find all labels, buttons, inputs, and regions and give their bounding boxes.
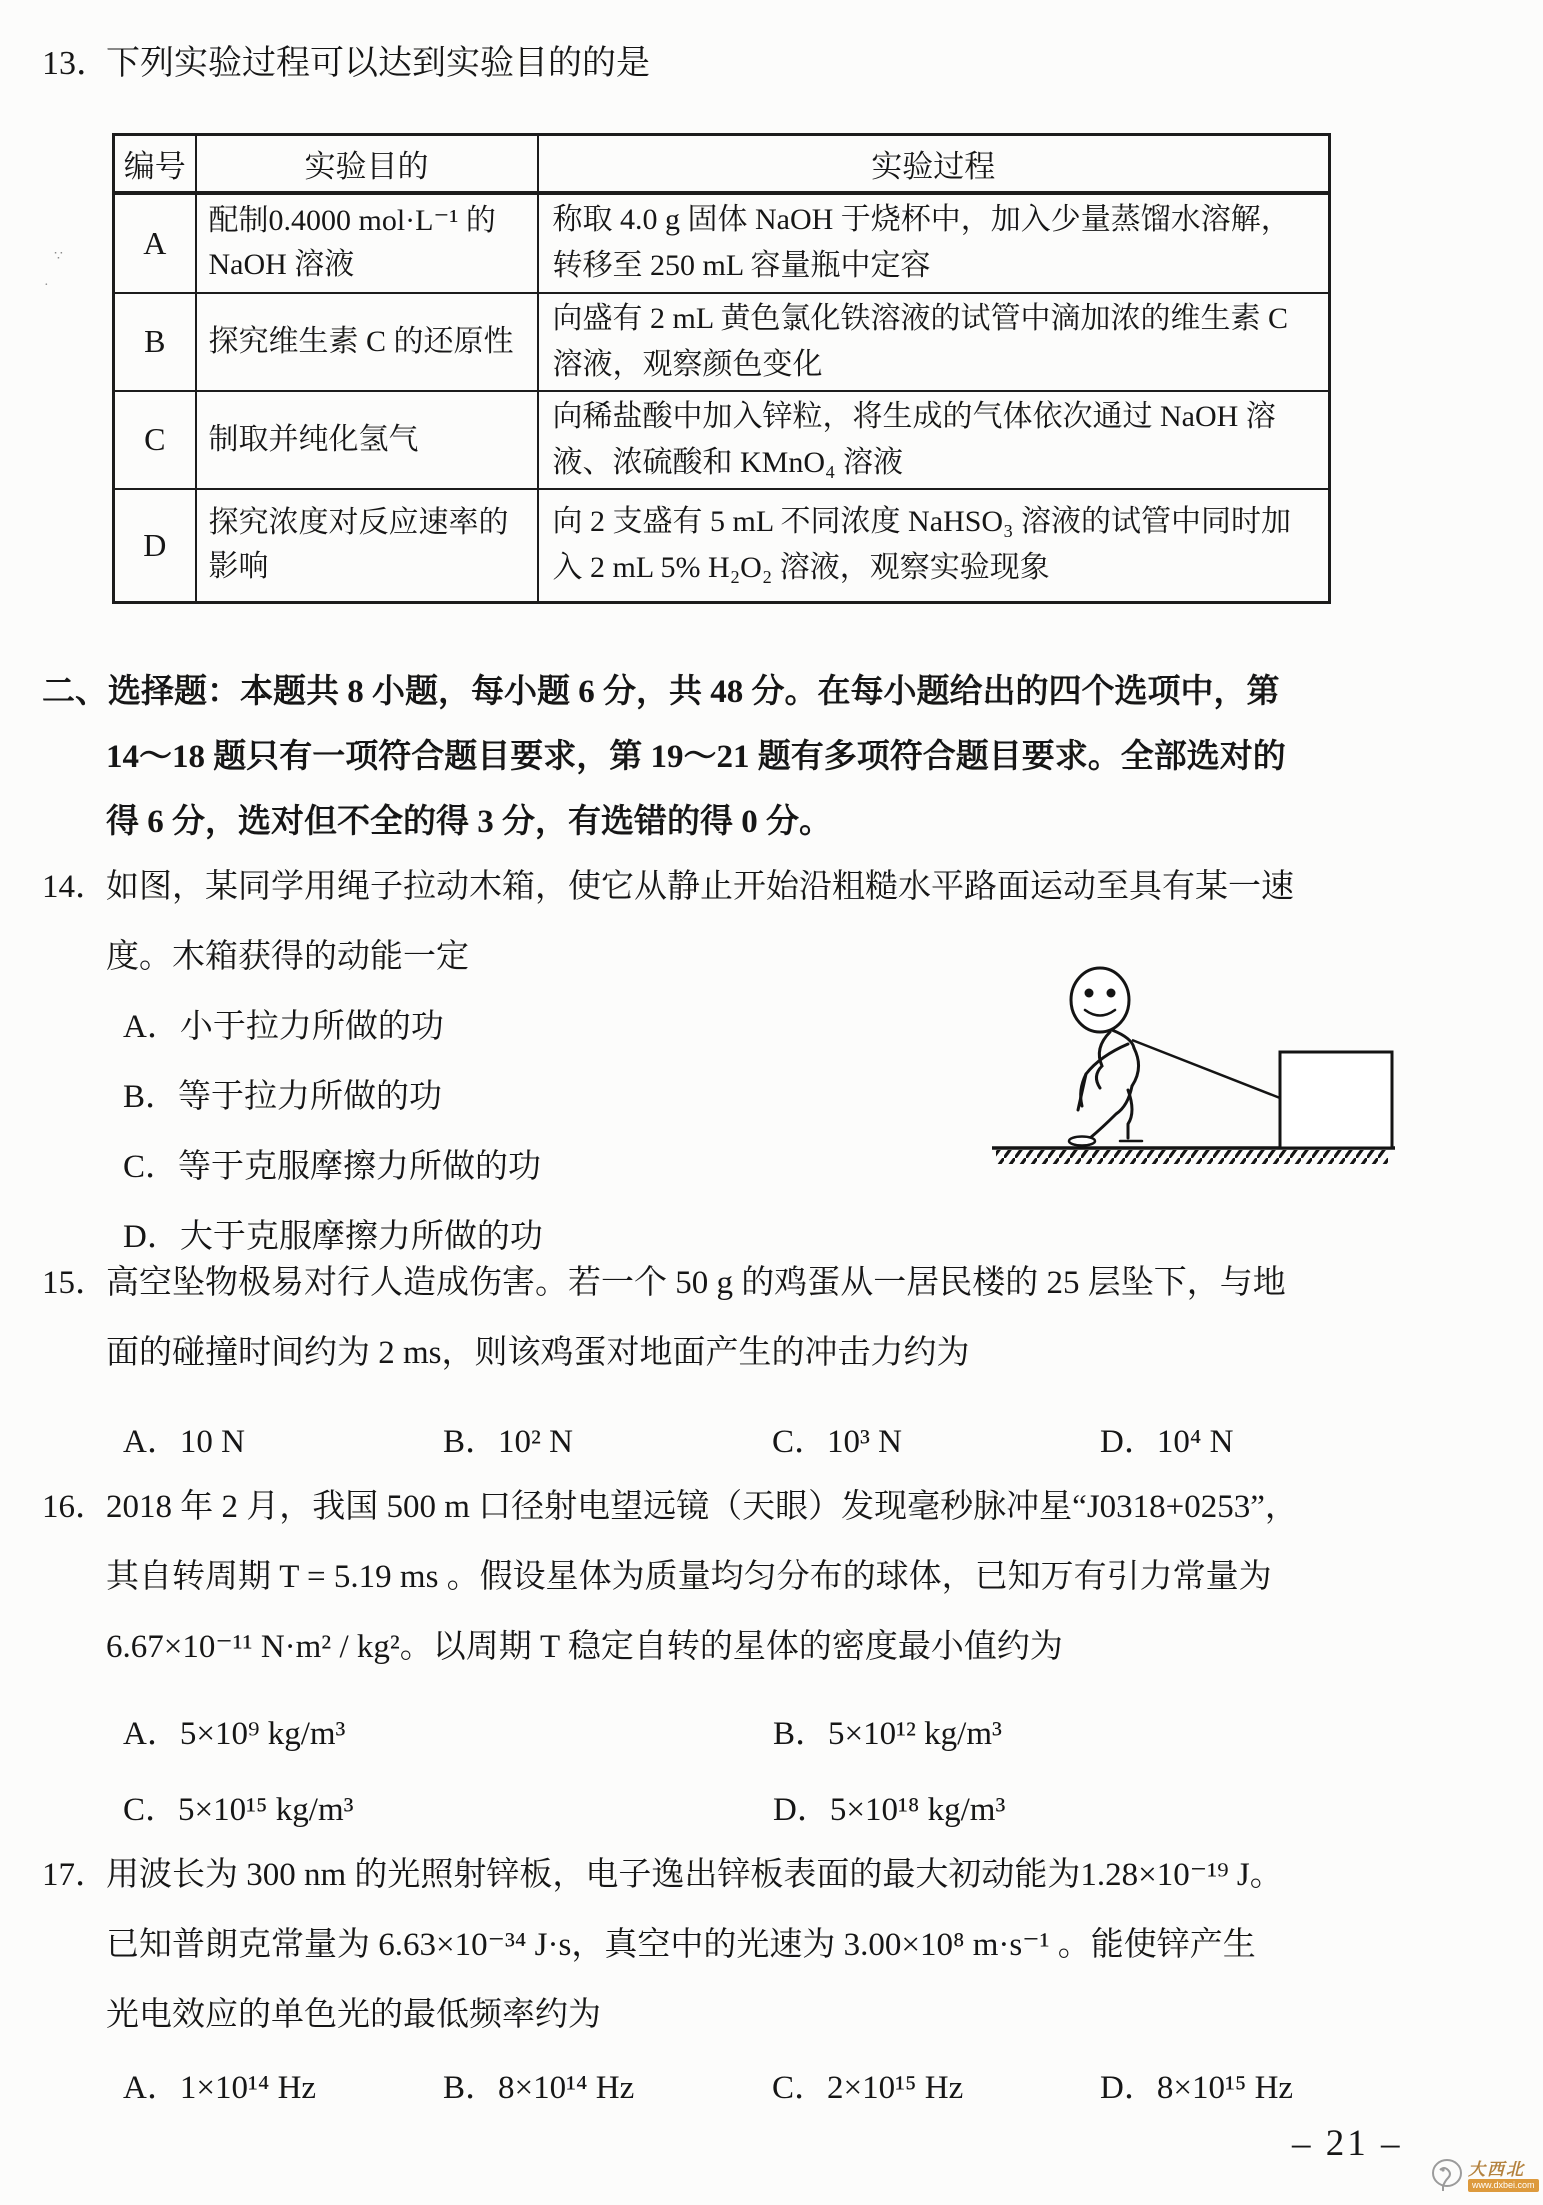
- options-row: [42, 2050, 1522, 2126]
- option-d: [773, 1772, 1005, 1848]
- section-2-instructions: [42, 660, 1517, 855]
- option-text: 10⁴ N: [1156, 1424, 1234, 1460]
- cell-process: 向盛有 2 mL 黄色氯化铁溶液的试管中滴加浓的维生素 C 溶液，观察颜色变化: [538, 293, 1330, 391]
- option-label: C．: [772, 2070, 828, 2106]
- option-text: 8×10¹⁴ Hz: [498, 2070, 635, 2106]
- question-text: 其自转周期 T = 5.19 ms 。假设星体为质量均匀分布的球体，已知万有引力常量为: [106, 1559, 1272, 1595]
- question-text: 6.67×10⁻¹¹ N·m² / kg²。以周期 T 稳定自转的星体的密度最小值约为: [106, 1629, 1063, 1665]
- cell-option-id: A: [114, 193, 196, 293]
- question-15: [42, 1248, 1522, 1480]
- instruction-line: 二、选择题：本题共 8 小题，每小题 6 分，共 48 分。在每小题给出的四个选项中，第: [42, 674, 1280, 710]
- option-text: 5×10¹⁸ kg/m³: [829, 1792, 1006, 1828]
- watermark-site-name: 大西北: [1468, 2159, 1525, 2179]
- option-text: 等于拉力所做的功: [178, 1079, 443, 1115]
- question-text: 面的碰撞时间约为 2 ms，则该鸡蛋对地面产生的冲击力约为: [106, 1335, 970, 1371]
- question-number: 16．: [42, 1489, 108, 1525]
- table-header-row: [114, 135, 1330, 193]
- cell-purpose: 制取并纯化氢气: [196, 391, 538, 489]
- option-label: D．: [1100, 2070, 1157, 2106]
- page-number: – 21 –: [1292, 2123, 1403, 2164]
- question-text: 度。木箱获得的动能一定: [106, 939, 469, 975]
- option-text: 10² N: [498, 1424, 573, 1460]
- option-text: 5×10¹² kg/m³: [828, 1716, 1002, 1752]
- experiment-table: [112, 133, 1331, 604]
- option-label: C．: [772, 1424, 828, 1460]
- option-label: C．: [123, 1149, 179, 1185]
- cell-purpose: 探究维生素 C 的还原性: [196, 293, 538, 391]
- cell-process: 称取 4.0 g 固体 NaOH 于烧杯中，加入少量蒸馏水溶解，转移至 250 mL 容量瓶中定容: [538, 193, 1330, 293]
- header-process: 实验过程: [538, 135, 1330, 193]
- question-number: 13．: [42, 45, 110, 82]
- instruction-line: 得 6 分，选对但不全的得 3 分，有选错的得 0 分。: [106, 804, 832, 840]
- option-text: 10³ N: [827, 1424, 902, 1460]
- elephant-icon: [1430, 2158, 1464, 2194]
- option-label: B．: [443, 2070, 499, 2106]
- option-label: A．: [123, 1424, 180, 1460]
- option-label: D．: [773, 1792, 830, 1828]
- question-number: 14．: [42, 869, 108, 905]
- cell-process: 向 2 支盛有 5 mL 不同浓度 NaHSO₃ 溶液的试管中同时加入 2 mL 5% H₂O₂ 溶液，观察实验现象: [538, 489, 1330, 603]
- option-a: [123, 1404, 245, 1480]
- table-row: [114, 193, 1330, 293]
- option-c: [123, 1772, 354, 1848]
- option-d: [1100, 2050, 1293, 2126]
- question-text: 用波长为 300 nm 的光照射锌板，电子逸出锌板表面的最大初动能为1.28×10⁻¹⁹ J。: [106, 1857, 1283, 1893]
- cell-process: 向稀盐酸中加入锌粒，将生成的气体依次通过 NaOH 溶液、浓硫酸和 KMnO₄ 溶液: [538, 391, 1330, 489]
- option-b: [773, 1696, 1002, 1772]
- option-text: 小于拉力所做的功: [179, 1009, 444, 1045]
- options-row: [42, 1404, 1522, 1480]
- option-text: 大于克服摩擦力所做的功: [179, 1219, 543, 1255]
- header-purpose: 实验目的: [196, 135, 538, 193]
- option-d: [1100, 1404, 1233, 1480]
- watermark-site-url: www.dxbei.com: [1468, 2179, 1539, 2192]
- option-a: [123, 2050, 316, 2126]
- option-label: A．: [123, 1009, 180, 1045]
- table-row: [114, 391, 1330, 489]
- cell-purpose: 配制0.4000 mol·L⁻¹ 的 NaOH 溶液: [196, 193, 538, 293]
- option-label: A．: [123, 2070, 180, 2106]
- option-text: 1×10¹⁴ Hz: [179, 2070, 317, 2106]
- question-text: 已知普朗克常量为 6.63×10⁻³⁴ J·s，真空中的光速为 3.00×10⁸ m·s⁻¹ 。能使锌产生: [106, 1927, 1256, 1963]
- question-text: 下列实验过程可以达到实验目的的是: [106, 45, 650, 82]
- option-text: 8×10¹⁵ Hz: [1156, 2070, 1294, 2106]
- option-b: [443, 2050, 634, 2126]
- scan-speck: ·: [44, 278, 49, 293]
- ground: [992, 1148, 1395, 1164]
- instruction-line: 14～18 题只有一项符合题目要求，第 19～21 题有多项符合题目要求。全部选对的: [106, 739, 1286, 775]
- stick-person: [1069, 968, 1142, 1146]
- option-label: B．: [773, 1716, 829, 1752]
- crate: [1280, 1052, 1392, 1148]
- question-number: 17．: [42, 1857, 108, 1893]
- option-label: A．: [123, 1716, 180, 1752]
- cell-purpose: 探究浓度对反应速率的影响: [196, 489, 538, 603]
- cell-option-id: C: [114, 391, 196, 489]
- option-b: [443, 1404, 573, 1480]
- option-text: 10 N: [179, 1424, 245, 1460]
- question-16: [42, 1472, 1522, 1848]
- question-text: 2018 年 2 月，我国 500 m 口径射电望远镜（天眼）发现毫秒脉冲星“J0318+0253”，: [106, 1489, 1298, 1525]
- option-label: B．: [123, 1079, 179, 1115]
- option-label: D．: [1100, 1424, 1157, 1460]
- question-17: [42, 1840, 1522, 2126]
- table-row: [114, 293, 1330, 391]
- option-text: 2×10¹⁵ Hz: [827, 2070, 964, 2106]
- option-c: [772, 2050, 963, 2126]
- question-text: 高空坠物极易对行人造成伤害。若一个 50 g 的鸡蛋从一居民楼的 25 层坠下，与地: [106, 1265, 1286, 1301]
- option-label: C．: [123, 1792, 179, 1828]
- option-label: B．: [443, 1424, 499, 1460]
- option-c: [772, 1404, 902, 1480]
- question-text: 光电效应的单色光的最低频率约为: [106, 1997, 601, 2033]
- option-text: 等于克服摩擦力所做的功: [178, 1149, 542, 1185]
- header-id: 编号: [114, 135, 196, 193]
- cell-option-id: D: [114, 489, 196, 603]
- question-number: 15．: [42, 1265, 108, 1301]
- option-label: D．: [123, 1219, 180, 1255]
- options-row: [42, 1772, 1522, 1848]
- table-row: [114, 489, 1330, 603]
- option-a: [123, 1696, 345, 1772]
- pulling-crate-figure: [982, 948, 1402, 1193]
- option-text: 5×10¹⁵ kg/m³: [178, 1792, 354, 1828]
- question-text: 如图，某同学用绳子拉动木箱，使它从静止开始沿粗糙水平路面运动至具有某一速: [106, 869, 1294, 905]
- options-row: [42, 1696, 1522, 1772]
- cell-option-id: B: [114, 293, 196, 391]
- rope: [1132, 1040, 1280, 1098]
- question-13-heading: [42, 32, 650, 96]
- option-text: 5×10⁹ kg/m³: [179, 1716, 346, 1752]
- scan-speck: ∵: [54, 249, 63, 264]
- site-watermark: [1430, 2158, 1539, 2194]
